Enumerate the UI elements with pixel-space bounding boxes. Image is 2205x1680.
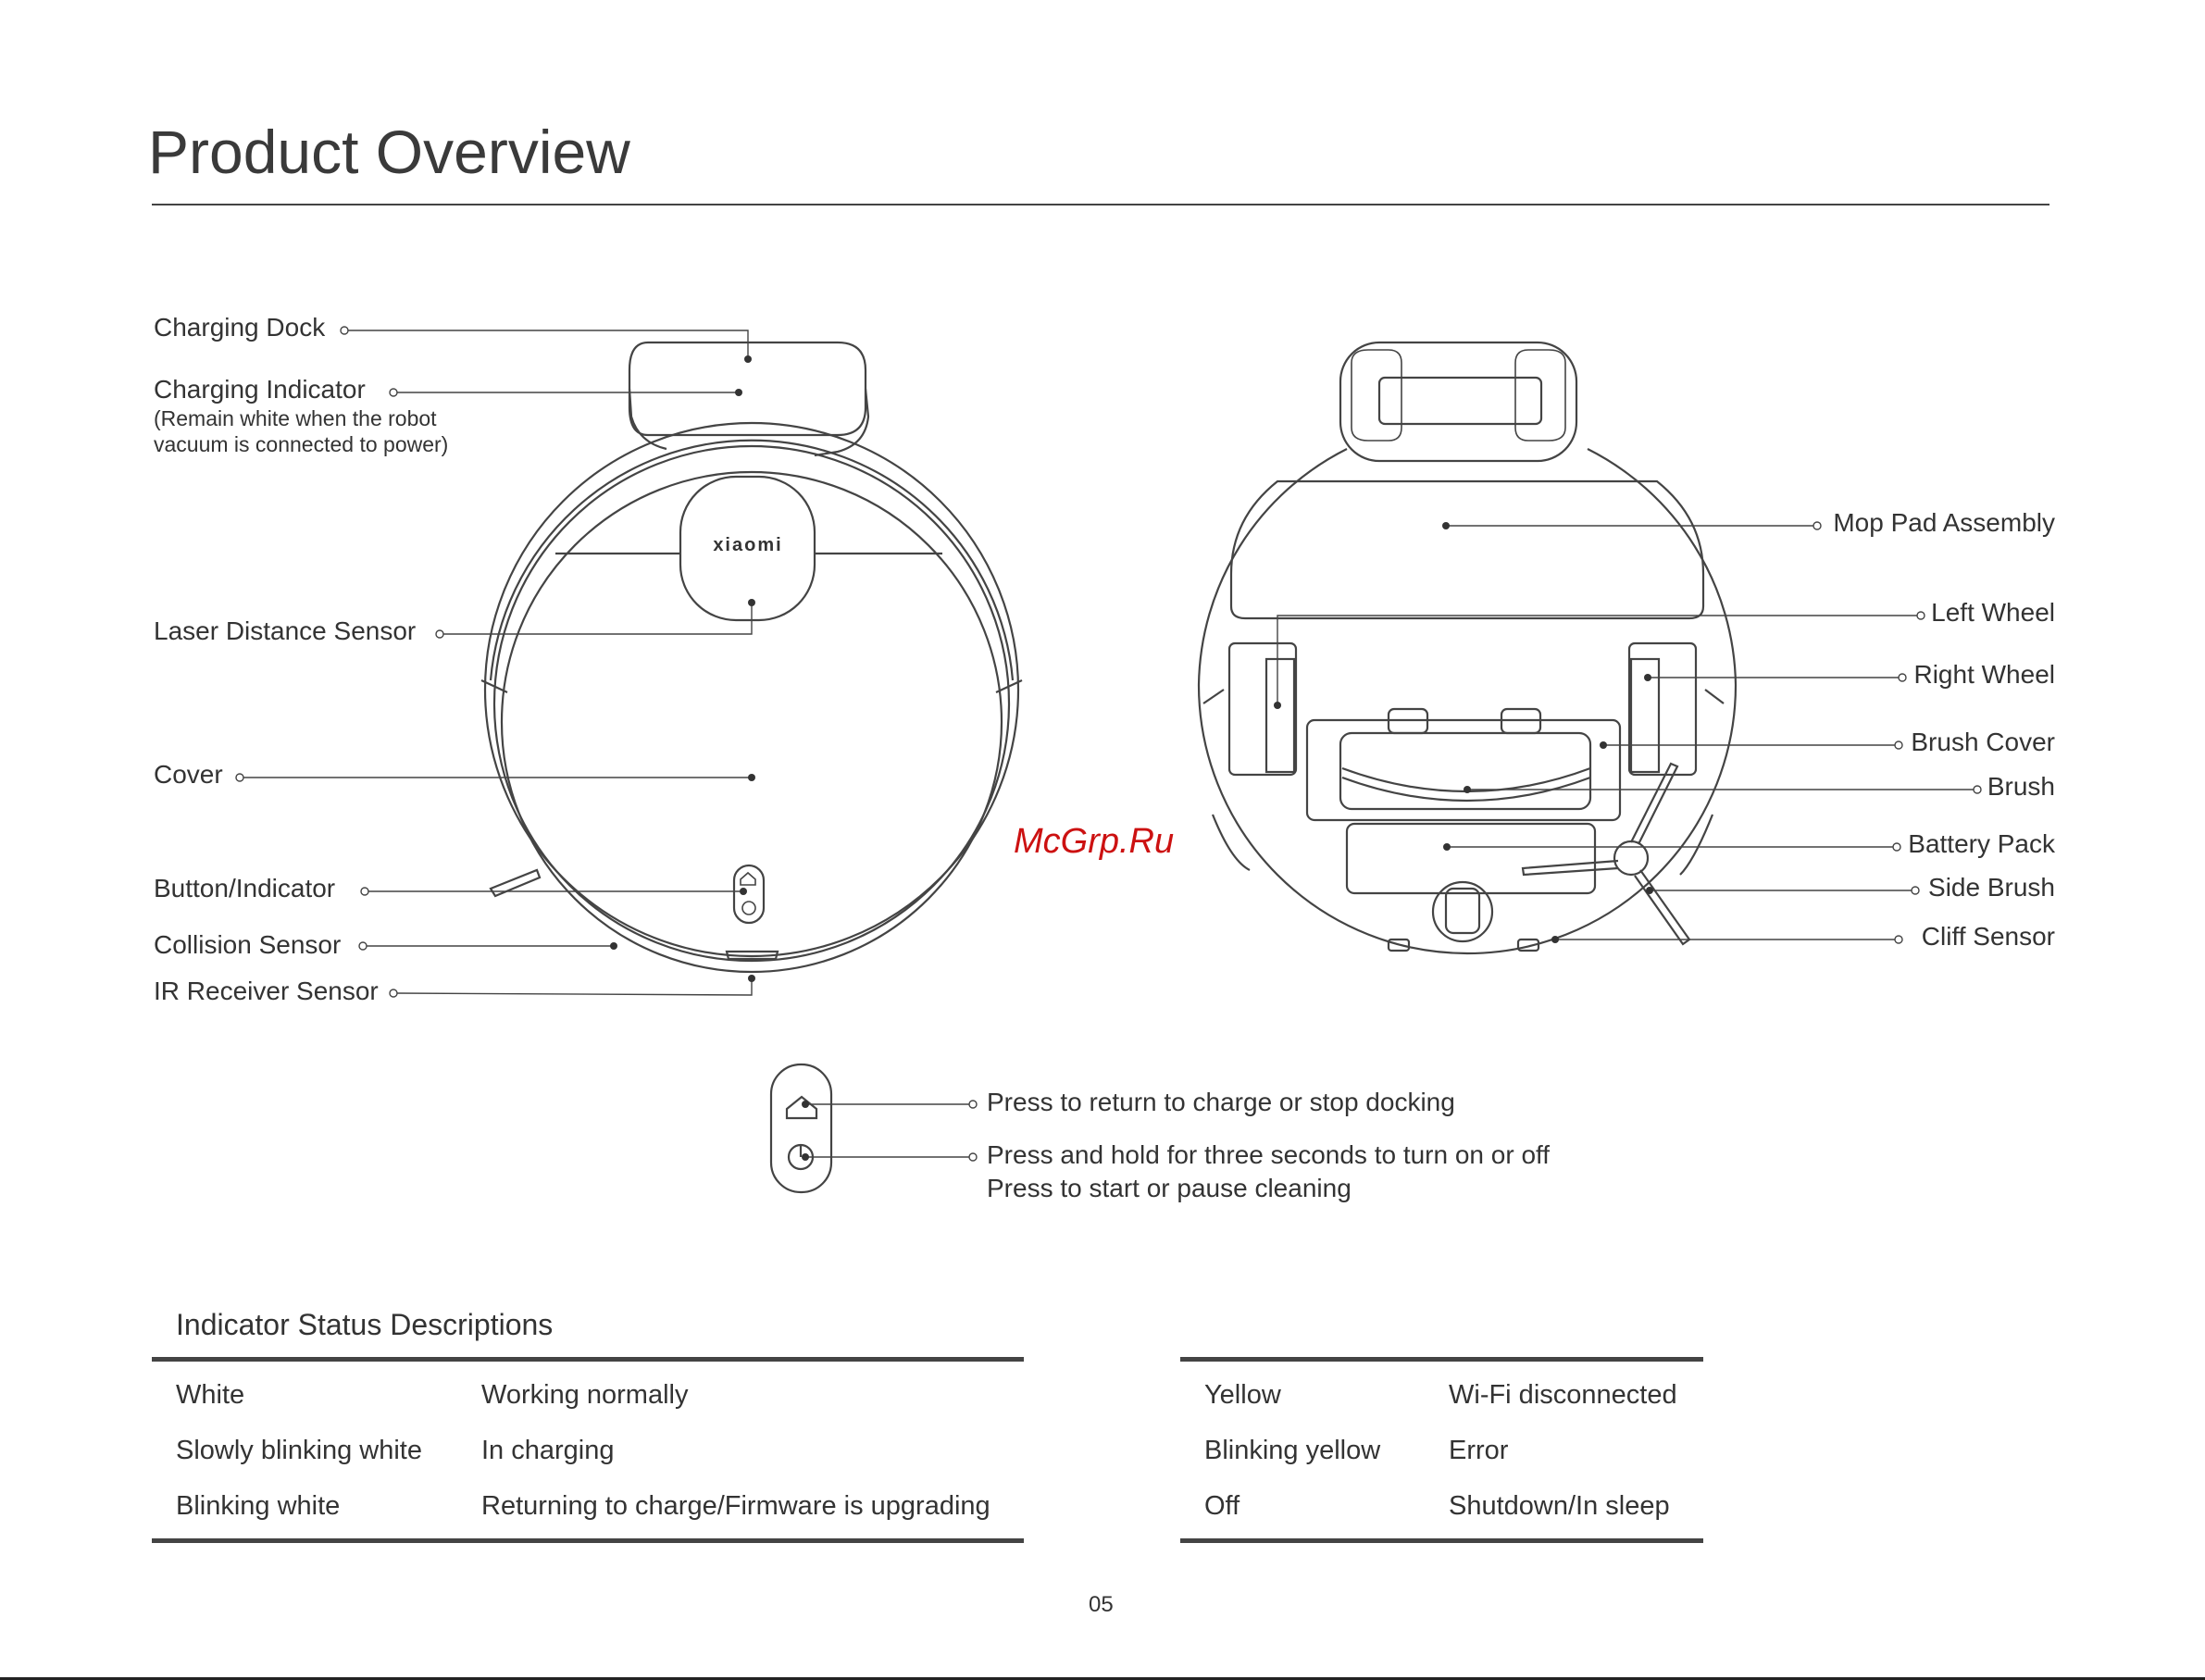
table-right-top-rule	[1180, 1357, 1703, 1362]
table-cell-meaning: Error	[1449, 1436, 1509, 1465]
watermark-text: McGrp.Ru	[1014, 822, 1175, 861]
table-cell-meaning: Shutdown/In sleep	[1449, 1491, 1670, 1521]
brush-cover-shape	[1307, 720, 1620, 820]
charging-indicator-note-2: vacuum is connected to power)	[154, 432, 449, 456]
charging-indicator-note-1: (Remain white when the robot	[154, 406, 437, 430]
table-cell-meaning: Working normally	[481, 1380, 689, 1410]
label-left-wheel: Left Wheel	[1931, 598, 2055, 627]
mop-pad-shape	[1231, 481, 1703, 618]
table-left-bottom-rule	[152, 1538, 1024, 1543]
brand-logo: xiaomi	[713, 535, 783, 555]
label-brush: Brush	[1987, 772, 2055, 801]
label-brush-cover: Brush Cover	[1911, 728, 2055, 756]
label-side-brush: Side Brush	[1928, 873, 2055, 902]
home-button-description: Press to return to charge or stop docking	[987, 1088, 1455, 1116]
label-mop-pad-assembly: Mop Pad Assembly	[1833, 508, 2055, 537]
table-cell-status: Slowly blinking white	[176, 1436, 422, 1465]
left-wheel-shape	[1229, 643, 1296, 775]
top-view-robot	[481, 342, 1022, 972]
label-cover: Cover	[154, 760, 223, 789]
table-cell-status: Blinking white	[176, 1491, 341, 1521]
page-title: Product Overview	[148, 118, 630, 186]
table-cell-status: Blinking yellow	[1204, 1436, 1381, 1465]
label-laser-distance-sensor: Laser Distance Sensor	[154, 616, 417, 645]
table-left-top-rule	[152, 1357, 1024, 1362]
button-detail-pod	[771, 1064, 831, 1192]
indicator-table-title: Indicator Status Descriptions	[176, 1308, 554, 1341]
label-charging-indicator: Charging Indicator	[154, 375, 366, 404]
table-cell-meaning: Wi-Fi disconnected	[1449, 1380, 1677, 1410]
home-button-icon	[787, 1097, 816, 1118]
button-detail	[771, 1064, 831, 1192]
bottom-view-robot	[1199, 342, 1736, 953]
label-cliff-sensor: Cliff Sensor	[1921, 922, 2055, 951]
label-battery-pack: Battery Pack	[1908, 829, 2055, 858]
table-cell-meaning: Returning to charge/Firmware is upgrading	[481, 1491, 990, 1521]
label-ir-receiver-sensor: IR Receiver Sensor	[154, 977, 379, 1005]
power-button-description-1: Press and hold for three seconds to turn on or off	[987, 1140, 1551, 1169]
table-cell-status: Off	[1204, 1491, 1240, 1521]
table-cell-meaning: In charging	[481, 1436, 615, 1465]
right-wheel-shape	[1629, 643, 1696, 775]
label-charging-dock: Charging Dock	[154, 313, 326, 342]
label-collision-sensor: Collision Sensor	[154, 930, 342, 959]
power-button-description-2: Press to start or pause cleaning	[987, 1174, 1352, 1202]
label-right-wheel: Right Wheel	[1913, 660, 2055, 689]
table-cell-status: Yellow	[1204, 1380, 1281, 1410]
table-cell-status: White	[176, 1380, 245, 1410]
page-number: 05	[1089, 1592, 1114, 1617]
label-button-indicator: Button/Indicator	[154, 874, 336, 902]
table-right-bottom-rule	[1180, 1538, 1703, 1543]
